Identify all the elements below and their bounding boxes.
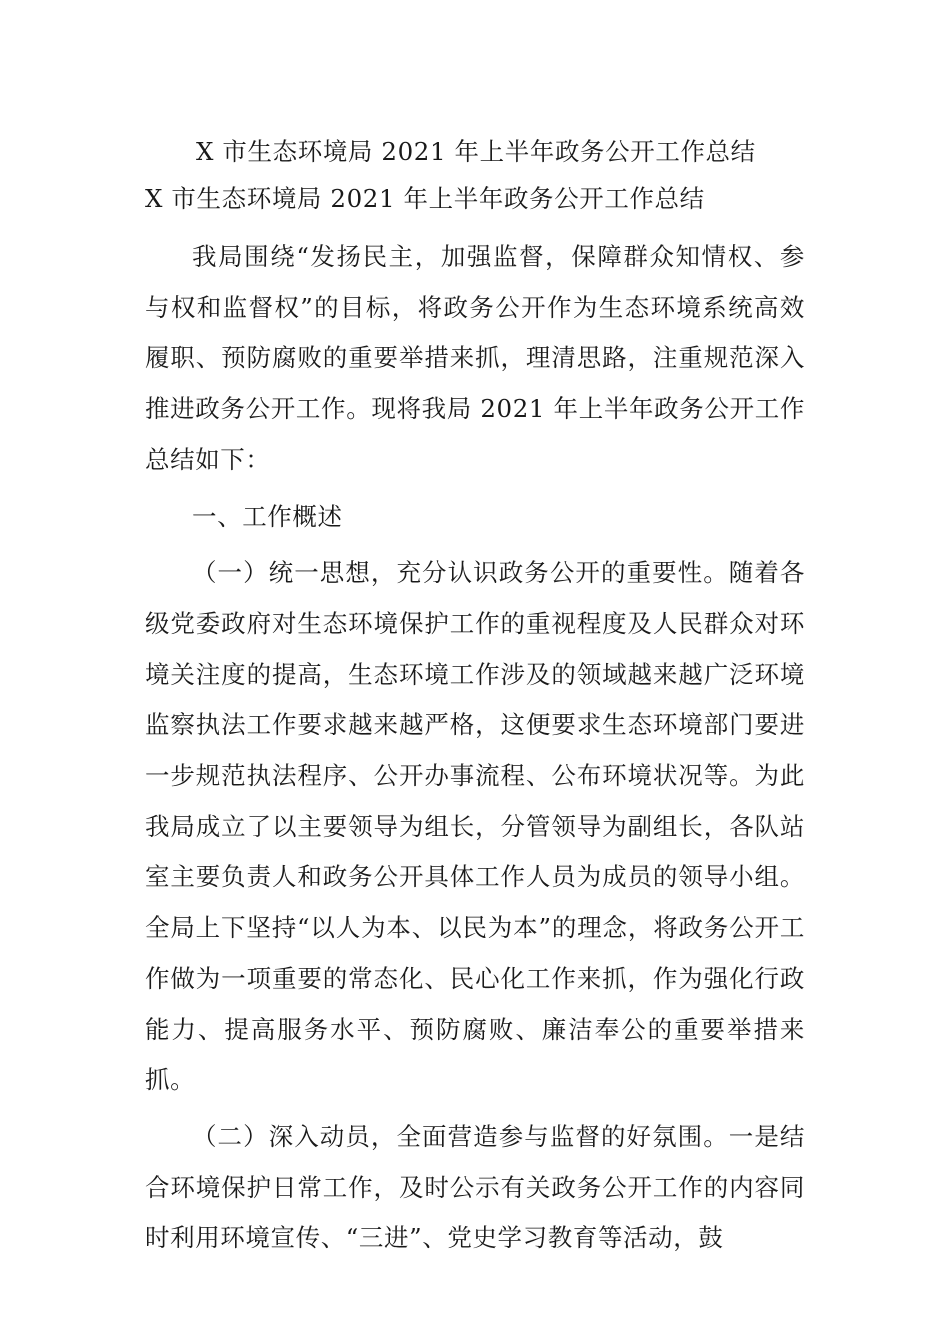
- item-1-paragraph: （一）统一思想，充分认识政务公开的重要性。随着各级党委政府对生态环境保护工作的重视程度及人民群众对环境关注度的提高，生态环境工作涉及的领域越来越广泛环境监察执法工作要求越来越严格，这便要求生态环境部门要进一步规范执法程序、公开办事流程、公布环境状况等。为此我局成立了以主要领导为组长，分管领导为副组长，各队站室主要负责人和政务公开具体工作人员为成员的领导小组。全局上下坚持“以人为本、以民为本”的理念，将政务公开工作做为一项重要的常态化、民心化工作来抓，作为强化行政能力、提高服务水平、预防腐败、廉洁奉公的重要举措来抓。: [145, 558, 805, 1095]
- document-subtitle: X 市生态环境局 2021 年上半年政务公开工作总结: [145, 184, 705, 213]
- item-2-paragraph: （二）深入动员，全面营造参与监督的好氛围。一是结合环境保护日常工作，及时公示有关政务公开工作的内容同时利用环境宣传、“三进”、党史学习教育等活动，鼓: [145, 1121, 805, 1253]
- section-heading: 一、工作概述: [192, 501, 343, 531]
- document-title: X 市生态环境局 2021 年上半年政务公开工作总结: [196, 137, 756, 166]
- intro-paragraph: 我局围绕“发扬民主，加强监督，保障群众知情权、参与权和监督权”的目标，将政务公开作为生态环境系统高效履职、预防腐败的重要举措来抓，理清思路，注重规范深入推进政务公开工作。现将我局 2021 年上半年政务公开工作总结如下：: [145, 242, 805, 474]
- document-body: [145, 128, 805, 1264]
